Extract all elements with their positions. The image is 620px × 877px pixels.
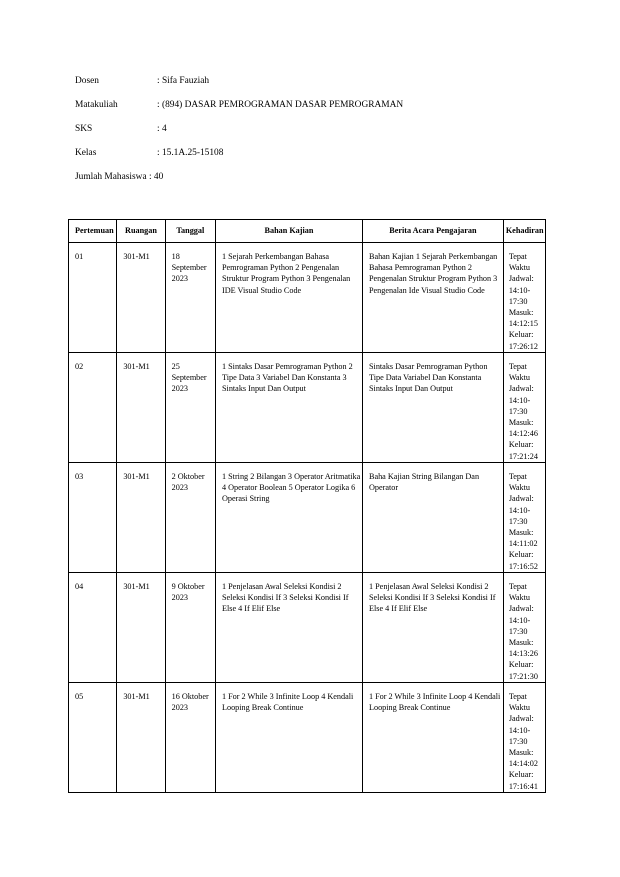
info-label: SKS bbox=[75, 124, 93, 134]
kehadiran-line: Masuk: bbox=[508, 418, 534, 428]
cell-bahan-kajian: 1 For 2 While 3 Infinite Loop 4 Kendali Looping Break Continue bbox=[215, 683, 362, 793]
info-value: : Sifa Fauziah bbox=[157, 76, 210, 86]
info-value: : 4 bbox=[157, 124, 167, 134]
kehadiran-line: 17:21:24 bbox=[508, 451, 538, 461]
table-row bbox=[69, 353, 546, 463]
kehadiran-line: 14:12:15 bbox=[508, 319, 538, 329]
cell-berita-acara: Baha Kajian String Bilangan Dan Operator bbox=[362, 463, 503, 573]
kehadiran-line: Waktu bbox=[508, 263, 530, 273]
info-label: Kelas bbox=[75, 148, 97, 158]
cell-ruangan: 301-M1 bbox=[117, 463, 165, 573]
table-row bbox=[69, 463, 546, 573]
kehadiran-line: 14:14:02 bbox=[508, 759, 538, 769]
cell-tanggal: 25 September 2023 bbox=[165, 353, 215, 463]
cell-tanggal: 9 Oktober 2023 bbox=[165, 573, 215, 683]
kehadiran-line: Keluar: bbox=[508, 770, 534, 780]
kehadiran-line: 14:12:46 bbox=[508, 429, 538, 439]
cell-kehadiran bbox=[503, 683, 545, 793]
kehadiran-line: Masuk: bbox=[508, 638, 534, 648]
kehadiran-line: 14:10- bbox=[508, 725, 531, 735]
kehadiran-line: 17:16:41 bbox=[508, 781, 538, 791]
kehadiran-line: Tepat bbox=[508, 252, 527, 261]
header-tanggal: Tanggal bbox=[165, 220, 215, 243]
cell-berita-acara: 1 For 2 While 3 Infinite Loop 4 Kendali Looping Break Continue bbox=[362, 683, 503, 793]
kehadiran-line: Keluar: bbox=[508, 660, 534, 670]
table-row bbox=[69, 683, 546, 793]
kehadiran-line: Waktu bbox=[508, 373, 530, 383]
kehadiran-line: Tepat bbox=[508, 582, 527, 591]
table-header-row bbox=[69, 220, 546, 243]
kehadiran-line: Jadwal: bbox=[508, 274, 534, 284]
cell-pertemuan: 01 bbox=[69, 243, 117, 353]
kehadiran-line: Jadwal: bbox=[508, 714, 534, 724]
cell-ruangan: 301-M1 bbox=[117, 353, 165, 463]
kehadiran-line: 17:26:12 bbox=[508, 341, 538, 351]
kehadiran-line: 14:10- bbox=[508, 615, 531, 625]
cell-bahan-kajian: 1 Penjelasan Awal Seleksi Kondisi 2 Seleksi Kondisi If 3 Seleksi Kondisi If Else 4 If Elif Else bbox=[215, 573, 362, 683]
cell-pertemuan: 02 bbox=[69, 353, 117, 463]
kehadiran-line: Masuk: bbox=[508, 308, 534, 318]
header-berita-acara: Berita Acara Pengajaran bbox=[362, 220, 503, 243]
cell-ruangan: 301-M1 bbox=[117, 573, 165, 683]
kehadiran-line: Tepat bbox=[508, 692, 527, 701]
kehadiran-line: Jadwal: bbox=[508, 604, 534, 614]
cell-ruangan: 301-M1 bbox=[117, 683, 165, 793]
cell-tanggal: 16 Oktober 2023 bbox=[165, 683, 215, 793]
cell-tanggal: 2 Oktober 2023 bbox=[165, 463, 215, 573]
info-label: Dosen bbox=[75, 76, 99, 86]
kehadiran-line: 17:30 bbox=[508, 516, 528, 526]
kehadiran-line: Tepat bbox=[508, 472, 527, 481]
cell-berita-acara: Bahan Kajian 1 Sejarah Perkembangan Bahasa Pemrograman Python 2 Pengenalan Struktur Program Python 3 Pengenalan Ide Visual Studio Code bbox=[362, 243, 503, 353]
kehadiran-line: 17:21:30 bbox=[508, 671, 538, 681]
kehadiran-line: 17:30 bbox=[508, 296, 528, 306]
cell-pertemuan: 05 bbox=[69, 683, 117, 793]
kehadiran-line: Keluar: bbox=[508, 330, 534, 340]
kehadiran-line: 17:30 bbox=[508, 736, 528, 746]
cell-kehadiran bbox=[503, 573, 545, 683]
kehadiran-line: 17:30 bbox=[508, 626, 528, 636]
kehadiran-line: Jadwal: bbox=[508, 494, 534, 504]
cell-kehadiran bbox=[503, 353, 545, 463]
header-ruangan: Ruangan bbox=[117, 220, 165, 243]
table-row bbox=[69, 573, 546, 683]
header-pertemuan: Pertemuan bbox=[69, 220, 117, 243]
kehadiran-line: Keluar: bbox=[508, 550, 534, 560]
header-bahan-kajian: Bahan Kajian bbox=[215, 220, 362, 243]
table-row bbox=[69, 243, 546, 353]
cell-berita-acara: 1 Penjelasan Awal Seleksi Kondisi 2 Seleksi Kondisi If 3 Seleksi Kondisi If Else 4 If Elif Else bbox=[362, 573, 503, 683]
cell-kehadiran bbox=[503, 463, 545, 573]
kehadiran-line: Tepat bbox=[508, 362, 527, 371]
kehadiran-line: Waktu bbox=[508, 703, 530, 713]
cell-tanggal: 18 September 2023 bbox=[165, 243, 215, 353]
cell-bahan-kajian: 1 String 2 Bilangan 3 Operator Aritmatika 4 Operator Boolean 5 Operator Logika 6 Operasi String bbox=[215, 463, 362, 573]
cell-kehadiran bbox=[503, 243, 545, 353]
kehadiran-line: 14:10- bbox=[508, 505, 531, 515]
cell-pertemuan: 03 bbox=[69, 463, 117, 573]
kehadiran-line: Waktu bbox=[508, 593, 530, 603]
info-value: : (894) DASAR PEMROGRAMAN DASAR PEMROGRAMAN bbox=[157, 100, 404, 110]
kehadiran-line: 14:11:02 bbox=[508, 539, 538, 549]
info-label: Matakuliah bbox=[75, 100, 118, 110]
kehadiran-line: 14:10- bbox=[508, 395, 531, 405]
header-kehadiran: Kehadiran bbox=[503, 220, 545, 243]
kehadiran-line: Jadwal: bbox=[508, 384, 534, 394]
cell-pertemuan: 04 bbox=[69, 573, 117, 683]
kehadiran-line: Masuk: bbox=[508, 748, 534, 758]
kehadiran-line: Keluar: bbox=[508, 440, 534, 450]
kehadiran-line: 17:16:52 bbox=[508, 561, 538, 571]
cell-bahan-kajian: 1 Sejarah Perkembangan Bahasa Pemrograman Python 2 Pengenalan Struktur Program Python 3 Pengenalan IDE Visual Studio Code bbox=[215, 243, 362, 353]
kehadiran-line: 17:30 bbox=[508, 406, 528, 416]
attendance-table bbox=[68, 219, 546, 793]
cell-ruangan: 301-M1 bbox=[117, 243, 165, 353]
cell-bahan-kajian: 1 Sintaks Dasar Pemrograman Python 2 Tipe Data 3 Variabel Dan Konstanta 3 Sintaks Input Dan Output bbox=[215, 353, 362, 463]
info-jumlah-mahasiswa: Jumlah Mahasiswa : 40 bbox=[75, 172, 164, 182]
kehadiran-line: Waktu bbox=[508, 483, 530, 493]
info-value: : 15.1A.25-15108 bbox=[157, 148, 224, 158]
kehadiran-line: Masuk: bbox=[508, 528, 534, 538]
cell-berita-acara: Sintaks Dasar Pemrograman Python Tipe Data Variabel Dan Konstanta Sintaks Input Dan Output bbox=[362, 353, 503, 463]
kehadiran-line: 14:10- bbox=[508, 285, 531, 295]
kehadiran-line: 14:13:26 bbox=[508, 649, 538, 659]
